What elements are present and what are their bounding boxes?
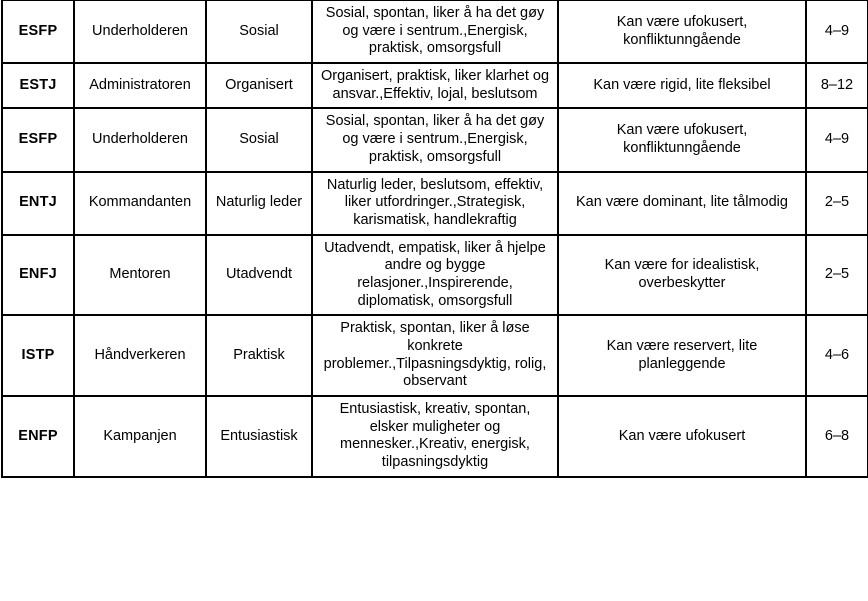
cell-range: 2–5: [806, 235, 868, 316]
cell-name: Underholderen: [74, 108, 206, 171]
cell-trait: Naturlig leder: [206, 172, 312, 235]
cell-trait: Organisert: [206, 63, 312, 108]
cell-type: ESFP: [2, 0, 74, 63]
cell-description: Sosial, spontan, liker å ha det gøy og være i sentrum.,Energisk, praktisk, omsorgsfull: [312, 108, 558, 171]
cell-type: ISTP: [2, 315, 74, 396]
cell-type: ENTJ: [2, 172, 74, 235]
cell-description: Naturlig leder, beslutsom, effektiv, liker utfordringer.,Strategisk, karismatisk, handlekraftig: [312, 172, 558, 235]
cell-weakness: Kan være reservert, lite planleggende: [558, 315, 806, 396]
cell-description: Organisert, praktisk, liker klarhet og ansvar.,Effektiv, lojal, beslutsom: [312, 63, 558, 108]
table-body: [2, 0, 868, 477]
table-row: [2, 172, 868, 235]
table-row: [2, 315, 868, 396]
cell-weakness: Kan være for idealistisk, overbeskytter: [558, 235, 806, 316]
cell-range: 2–5: [806, 172, 868, 235]
cell-description: Utadvendt, empatisk, liker å hjelpe andre og bygge relasjoner.,Inspirerende, diplomatisk, omsorgsfull: [312, 235, 558, 316]
cell-range: 8–12: [806, 63, 868, 108]
table-row: [2, 108, 868, 171]
cell-weakness: Kan være ufokusert, konfliktunngående: [558, 0, 806, 63]
cell-type: ENFJ: [2, 235, 74, 316]
cell-trait: Utadvendt: [206, 235, 312, 316]
cell-name: Kampanjen: [74, 396, 206, 477]
cell-description: Entusiastisk, kreativ, spontan, elsker muligheter og mennesker.,Kreativ, energisk, tilpasningsdyktig: [312, 396, 558, 477]
cell-weakness: Kan være rigid, lite fleksibel: [558, 63, 806, 108]
cell-weakness: Kan være dominant, lite tålmodig: [558, 172, 806, 235]
personality-type-table: [1, 0, 868, 478]
cell-trait: Entusiastisk: [206, 396, 312, 477]
cell-name: Kommandanten: [74, 172, 206, 235]
cell-trait: Praktisk: [206, 315, 312, 396]
cell-name: Administratoren: [74, 63, 206, 108]
cell-range: 4–6: [806, 315, 868, 396]
cell-description: Sosial, spontan, liker å ha det gøy og være i sentrum.,Energisk, praktisk, omsorgsfull: [312, 0, 558, 63]
cell-trait: Sosial: [206, 0, 312, 63]
table-row: [2, 0, 868, 63]
cell-range: 4–9: [806, 0, 868, 63]
cell-type: ENFP: [2, 396, 74, 477]
cell-type: ESFP: [2, 108, 74, 171]
cell-range: 4–9: [806, 108, 868, 171]
cell-name: Underholderen: [74, 0, 206, 63]
cell-range: 6–8: [806, 396, 868, 477]
table-row: [2, 235, 868, 316]
cell-trait: Sosial: [206, 108, 312, 171]
table-row: [2, 396, 868, 477]
cell-weakness: Kan være ufokusert: [558, 396, 806, 477]
table-row: [2, 63, 868, 108]
cell-name: Håndverkeren: [74, 315, 206, 396]
cell-name: Mentoren: [74, 235, 206, 316]
cell-type: ESTJ: [2, 63, 74, 108]
cell-weakness: Kan være ufokusert, konfliktunngående: [558, 108, 806, 171]
cell-description: Praktisk, spontan, liker å løse konkrete problemer.,Tilpasningsdyktig, rolig, observant: [312, 315, 558, 396]
